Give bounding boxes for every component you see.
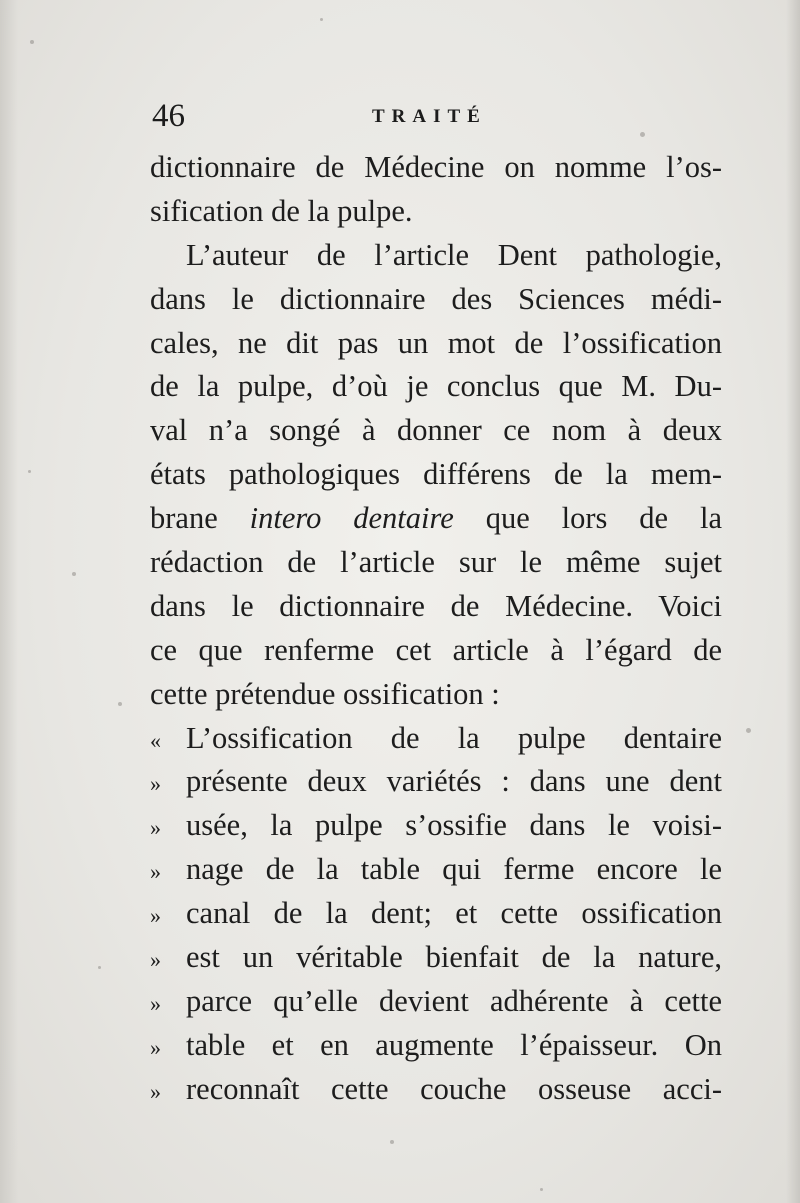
text-segment: que lors de la (453, 501, 722, 536)
text-line: rédaction de l’article sur le même sujet (150, 545, 722, 580)
scan-speck (640, 132, 645, 137)
text-line: états pathologiques différens de la mem- (150, 457, 722, 492)
quote-line (150, 760, 722, 804)
quote-line (150, 936, 722, 980)
quote-line (150, 848, 722, 892)
running-header (150, 94, 710, 138)
continuation-guillemet: » (150, 815, 161, 841)
text-line: cales, ne dit pas un mot de l’ossification (150, 325, 722, 360)
scan-speck (30, 40, 34, 44)
continuation-guillemet: » (150, 859, 161, 885)
quote-text: table et en augmente l’épaisseur. On (186, 1027, 722, 1062)
continuation-guillemet: » (150, 903, 161, 929)
scan-speck (118, 702, 122, 706)
text-line-with-italic (150, 497, 722, 541)
quote-line (150, 804, 722, 848)
quote-text: nage de la table qui ferme encore le (186, 852, 722, 887)
continuation-guillemet: » (150, 1034, 161, 1060)
scan-speck (390, 1140, 394, 1144)
quote-line (150, 1068, 722, 1112)
scan-speck (98, 966, 101, 969)
opening-guillemet: « (150, 727, 161, 753)
quote-text: est un véritable bienfait de la nature, (186, 940, 722, 975)
page-number: 46 (152, 98, 185, 134)
continuation-guillemet: » (150, 947, 161, 973)
quote-line (150, 892, 722, 936)
text-line: dans le dictionnaire des Sciences médi- (150, 281, 722, 316)
scan-speck (28, 470, 31, 473)
scan-speck (320, 18, 323, 21)
quote-line (150, 717, 722, 761)
text-line: ce que renferme cet article à l’égard de (150, 632, 722, 667)
quote-text: canal de la dent; et cette ossification (186, 896, 722, 931)
continuation-guillemet: » (150, 1078, 161, 1104)
text-line: cette prétendue ossification : (150, 676, 500, 711)
text-line: sification de la pulpe. (150, 193, 413, 228)
body-text (150, 146, 722, 1112)
scan-speck (540, 1188, 543, 1191)
scan-speck (72, 572, 76, 576)
page-edge-shadow-right (786, 0, 800, 1203)
italic-term: intero dentaire (249, 501, 454, 536)
continuation-guillemet: » (150, 990, 161, 1016)
text-segment: brane (150, 501, 250, 536)
quote-text: usée, la pulpe s’ossifie dans le voisi- (186, 808, 722, 843)
text-line: L’auteur de l’article Dent pathologie, (186, 237, 722, 272)
text-line: dans le dictionnaire de Médecine. Voici (150, 588, 722, 623)
running-title: TRAITÉ (372, 106, 487, 127)
quote-line (150, 980, 722, 1024)
scan-speck (746, 728, 751, 733)
quote-text: reconnaît cette couche osseuse acci- (186, 1071, 722, 1106)
quote-text: L’ossification de la pulpe dentaire (186, 720, 722, 755)
text-line: dictionnaire de Médecine on nomme l’os- (150, 150, 722, 184)
quote-line (150, 1024, 722, 1068)
quote-text: parce qu’elle devient adhérente à cette (186, 983, 722, 1018)
text-line: val n’a songé à donner ce nom à deux (150, 413, 722, 448)
page-edge-shadow-left (0, 0, 18, 1203)
text-line: de la pulpe, d’où je conclus que M. Du- (150, 369, 722, 404)
quote-text: présente deux variétés : dans une dent (186, 764, 722, 799)
continuation-guillemet: » (150, 771, 161, 797)
